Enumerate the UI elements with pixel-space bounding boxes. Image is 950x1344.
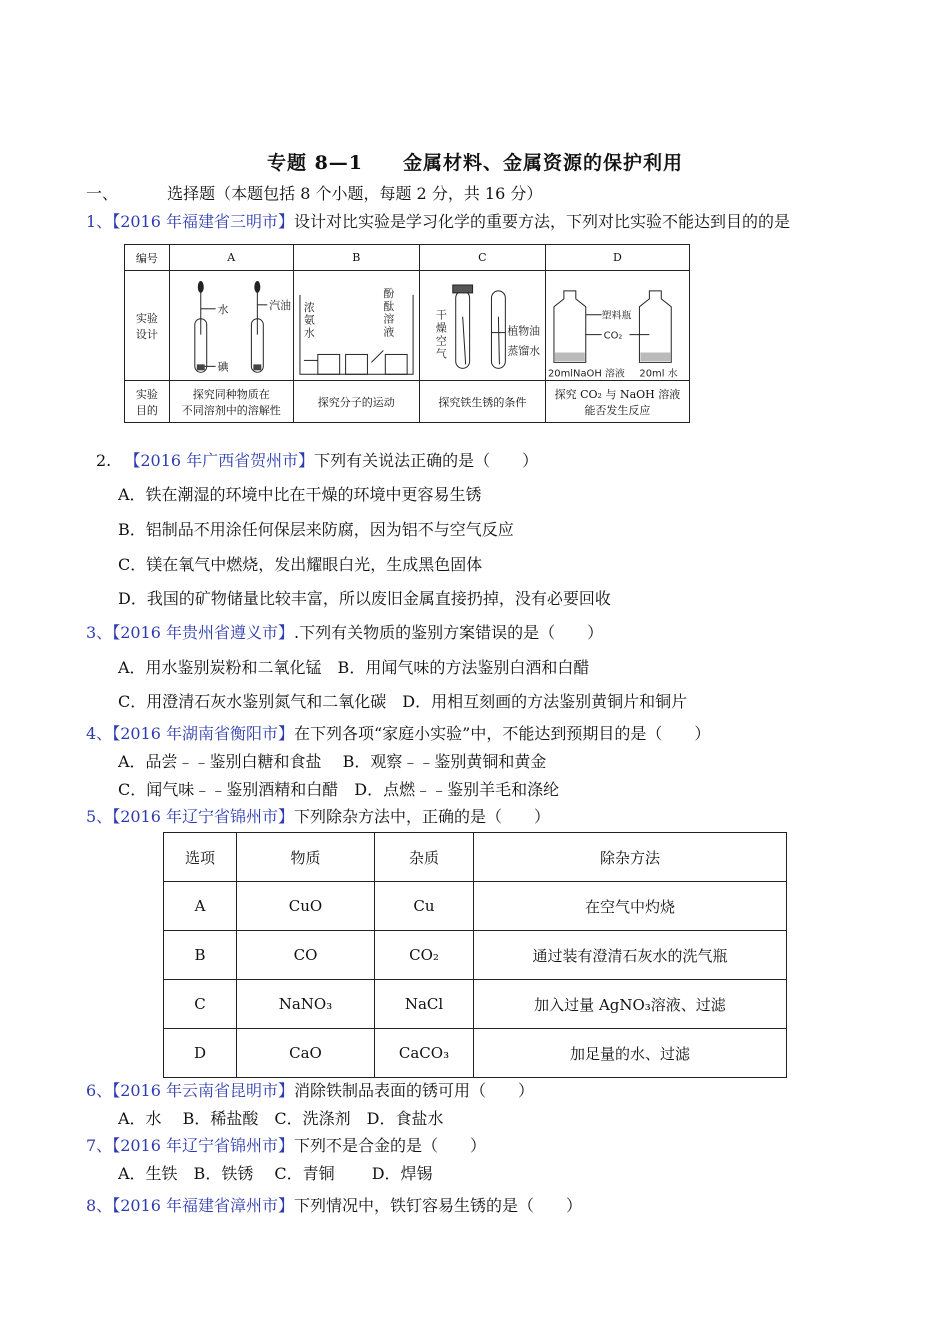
question-source: 【2016 年广西省贺州市】 <box>124 451 315 470</box>
question-number: 2. <box>96 451 112 470</box>
label-c: 气 <box>435 347 447 361</box>
row-label-line: 设计 <box>135 327 158 341</box>
label-c: 干 <box>435 308 447 322</box>
table-row <box>164 882 787 931</box>
question-source: 【2016 年云南省昆明市】 <box>112 1081 294 1100</box>
option: C．镁在氧气中燃烧，发出耀眼白光，生成黑色固体 <box>118 555 483 574</box>
table-cell: NaCl <box>375 980 474 1029</box>
table-cell: B <box>164 931 237 980</box>
table-row <box>164 980 787 1029</box>
label-b: 液 <box>383 325 395 339</box>
option: D．我国的矿物储量比较丰富，所以废旧金属直接扔掉，没有必要回收 <box>118 589 611 608</box>
label-naoh: 20mlNaOH 溶液 <box>547 368 625 380</box>
option: C．闻气味﹣﹣鉴别酒精和白醋 D．点燃﹣﹣鉴别羊毛和涤纶 <box>118 780 560 799</box>
purpose-b: 探究分子的运动 <box>293 381 419 423</box>
table-cell: CO₂ <box>375 931 474 980</box>
section-text: 选择题（本题包括 8 个小题，每题 2 分，共 16 分） <box>167 184 543 203</box>
option: A．铁在潮湿的环境中比在干燥的环境中更容易生锈 <box>118 485 482 504</box>
table-cell: CO <box>237 931 375 980</box>
question-number: 6、 <box>86 1081 113 1100</box>
option: A．用水鉴别炭粉和二氧化锰 B．用闻气味的方法鉴别白酒和白醋 <box>118 658 590 677</box>
question-8 <box>86 1193 582 1216</box>
table-header: 选项 <box>164 833 237 882</box>
question-number: 8、 <box>86 1196 113 1215</box>
question-source: 【2016 年福建省漳州市】 <box>112 1196 294 1215</box>
question-text: 下列不是合金的是（ ） <box>294 1136 487 1155</box>
table-cell: CaCO₃ <box>375 1029 474 1078</box>
question-number: 3、 <box>86 623 113 642</box>
experiment-table <box>124 244 690 423</box>
label-plastic-bottle: 塑料瓶 <box>601 310 632 322</box>
option: A．品尝﹣﹣鉴别白糖和食盐 B．观察﹣﹣鉴别黄铜和黄金 <box>118 752 547 771</box>
label-b: 酚 <box>383 286 395 300</box>
question-source: 【2016 年辽宁省锦州市】 <box>112 1136 294 1155</box>
question-2 <box>96 448 538 471</box>
label-b: 水 <box>303 326 315 340</box>
purpose-line: 不同溶剂中的溶解性 <box>181 403 281 417</box>
label-water-d: 20ml 水 <box>639 368 678 380</box>
table-header: 杂质 <box>375 833 474 882</box>
bottles-illustration <box>546 271 689 380</box>
label-gasoline: 汽油 <box>268 298 291 312</box>
design-c <box>419 271 545 381</box>
page-title: 专题 8—1 金属材料、金属资源的保护利用 <box>266 152 684 174</box>
table-header: 除杂方法 <box>474 833 787 882</box>
question-text: 下列情况中，铁钉容易生锈的是（ ） <box>294 1196 583 1215</box>
label-c: 燥 <box>435 321 447 335</box>
beakers-illustration <box>294 271 419 380</box>
table-cell: 通过装有澄清石灰水的洗气瓶 <box>474 931 787 980</box>
question-text: 下列除杂方法中，正确的是（ ） <box>294 807 551 826</box>
section-marker: 一、 <box>86 184 119 203</box>
row-label-line: 实验 <box>135 387 158 401</box>
test-tubes-illustration <box>170 271 293 380</box>
nails-illustration <box>420 271 545 380</box>
label-b: 溶 <box>383 312 395 326</box>
label-b: 浓 <box>303 300 315 314</box>
question-3 <box>86 620 603 643</box>
table-cell: 在空气中灼烧 <box>474 882 787 931</box>
label-c: 植物油 <box>507 324 540 338</box>
impurity-table <box>163 832 787 1078</box>
question-text: .下列有关物质的鉴别方案错误的是（ ） <box>294 623 604 642</box>
label-c: 空 <box>435 334 447 348</box>
row-label-line: 目的 <box>135 403 158 417</box>
label-water: 水 <box>217 302 229 316</box>
table-header: 物质 <box>237 833 375 882</box>
purpose-a <box>169 381 293 423</box>
label-co2: CO₂ <box>603 330 623 342</box>
table-cell: C <box>164 980 237 1029</box>
option: A．生铁 B．铁锈 C．青铜 D．焊锡 <box>118 1164 433 1183</box>
question-6 <box>86 1078 534 1101</box>
purpose-line: 探究 CO₂ 与 NaOH 溶液 <box>554 387 681 401</box>
question-5 <box>86 804 550 827</box>
question-text: 下列有关说法正确的是（ ） <box>314 451 539 470</box>
label-b: 氨 <box>303 313 315 327</box>
table-cell: A <box>164 882 237 931</box>
question-source: 【2016 年贵州省遵义市】 <box>112 623 294 642</box>
row-label-purpose <box>125 381 170 423</box>
table-cell: D <box>164 1029 237 1078</box>
question-text: 在下列各项“家庭小实验”中，不能达到预期目的是（ ） <box>294 724 711 743</box>
purpose-line: 能否发生反应 <box>584 403 651 417</box>
section-heading <box>86 181 542 204</box>
design-a <box>169 271 293 381</box>
question-1 <box>86 209 790 232</box>
design-b <box>293 271 419 381</box>
purpose-d <box>545 381 689 423</box>
purpose-line: 探究同种物质在 <box>192 387 270 401</box>
question-text: 消除铁制品表面的锈可用（ ） <box>294 1081 535 1100</box>
table-cell: CaO <box>237 1029 375 1078</box>
table-cell: NaNO₃ <box>237 980 375 1029</box>
table-row <box>164 931 787 980</box>
design-d <box>545 271 689 381</box>
question-4 <box>86 721 710 744</box>
table-cell: 加入过量 AgNO₃溶液、过滤 <box>474 980 787 1029</box>
question-number: 1、 <box>86 212 113 231</box>
question-number: 5、 <box>86 807 113 826</box>
table-cell: Cu <box>375 882 474 931</box>
question-7 <box>86 1133 486 1156</box>
table-header: A <box>169 245 293 271</box>
question-text: 设计对比实验是学习化学的重要方法，下列对比实验不能达到目的的是 <box>294 212 791 231</box>
table-header: 编号 <box>125 245 170 271</box>
row-label-design <box>125 271 170 381</box>
question-source: 【2016 年福建省三明市】 <box>112 212 294 231</box>
table-header: B <box>293 245 419 271</box>
question-number: 7、 <box>86 1136 113 1155</box>
question-number: 4、 <box>86 724 113 743</box>
table-header: D <box>545 245 689 271</box>
table-cell: CuO <box>237 882 375 931</box>
option: B．铝制品不用涂任何保层来防腐，因为铝不与空气反应 <box>118 520 514 539</box>
label-iodine: 碘 <box>217 360 229 374</box>
table-cell: 加足量的水、过滤 <box>474 1029 787 1078</box>
option: C．用澄清石灰水鉴别氮气和二氧化碳 D．用相互刻画的方法鉴别黄铜片和铜片 <box>118 692 688 711</box>
table-row <box>164 1029 787 1078</box>
question-source: 【2016 年辽宁省锦州市】 <box>112 807 294 826</box>
label-c: 蒸馏水 <box>507 344 540 358</box>
option: A．水 B．稀盐酸 C．洗涤剂 D．食盐水 <box>118 1109 444 1128</box>
label-b: 酞 <box>383 299 395 313</box>
row-label-line: 实验 <box>135 311 158 325</box>
question-source: 【2016 年湖南省衡阳市】 <box>112 724 294 743</box>
purpose-c: 探究铁生锈的条件 <box>419 381 545 423</box>
table-header: C <box>419 245 545 271</box>
